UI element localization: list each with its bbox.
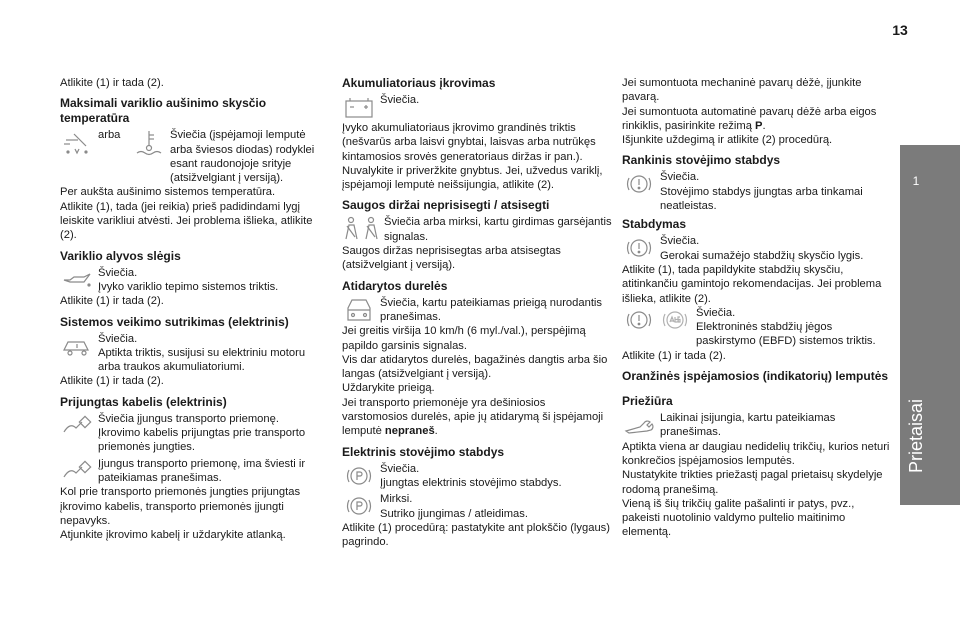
door-open-icon [342,296,376,324]
doors-row [342,296,612,325]
cable-row-2 [60,457,330,486]
seatbelt-row [342,215,612,244]
cable-action: Atjunkite įkrovimo kabelį ir uždarykite atlanką. [60,529,286,542]
brakes-action-2: Atlikite (1) ir tada (2). [622,349,726,362]
orange-heading: Oranžinės įspėjamosios (indikatorių) lemputės [622,369,889,384]
side-tab [900,145,960,505]
seatbelt-state: Šviečia arba mirksi, kartu girdimas garsėjantis signalas. [384,216,612,243]
engine-temp-row [60,128,330,185]
side-tab-number: 1 [912,174,920,188]
service-row [622,411,892,440]
column-1 [60,76,330,548]
epb-desc-1: Įjungtas elektrinis stovėjimo stabdys. [380,476,562,489]
service-state: Laikinai įsijungia, kartu pateikiamas pranešimas. [660,412,836,439]
seatbelt-desc: Saugos diržas neprisisegtas arba atsisegtas (atsižvelgiant į versiją). [342,245,561,272]
brake-icon [622,306,656,334]
epb-state-1: Šviečia. [380,462,420,475]
brakes-state-1: Šviečia. [660,235,700,248]
oil-pressure-icon [60,266,94,294]
service-line2: Nustatykite trikties priežastį pagal prietaisų skydelyje rodomą pranešimą. [622,469,883,496]
doors-line4-bold: nepraneš [384,425,435,438]
doors-state: Šviečia, kartu pateikiamas prieigą nurodantis pranešimas. [380,296,603,323]
coolant-temp-icon [60,128,94,156]
drive-system-heading: Sistemos veikimo sutrikimas (elektrinis) [60,314,289,329]
drive-system-row [60,332,330,375]
engine-temp-line3: Atlikite (1), tada (jei reikia) prieš padidindami lygį leiskite varikliui atvėsti. Jei problema išlieka, atlikite (2). [60,200,313,242]
epb-action: Atlikite (1) procedūrą: pastatykite ant plokščio (lygaus) pagrindo. [342,521,610,549]
drive-system-state: Šviečia. [98,332,138,345]
handbrake-state: Šviečia. [660,171,700,184]
seatbelt-heading: Saugos diržai neprisisegti / atsisegti [342,198,550,213]
abs-icon [658,306,692,334]
column-2 [342,76,612,555]
seatbelt-icon [342,215,360,243]
doors-line4 [342,396,612,439]
battery-heading: Akumuliatoriaus įkrovimas [342,76,496,90]
coolant-gauge-icon [132,128,166,156]
oil-pressure-action: Atlikite (1) ir tada (2). [60,295,164,308]
plug-icon [60,412,94,440]
gearbox-line2-text: Jei sumontuota automatinė pavarų dėžė arba eigos rinkiklis, pasirinkite režimą [622,105,877,132]
doors-heading: Atidarytos durelės [342,278,448,293]
epb-desc-2: Sutriko įjungimas / atleidimas. [380,507,528,520]
doors-desc: Jei greitis viršija 10 km/h (6 myl./val.), perspėjimą papildo garsinis signalas. [342,325,586,352]
brakes-row-1 [622,234,892,263]
battery-desc: Įvyko akumuliatoriaus įkrovimo grandinės triktis (nešvarūs arba laisvi gnybtai, laisvas arba nutrūkęs kintamosios srovės generatoriaus diržas ir pan.). [342,122,596,163]
brakes-desc-1: Gerokai sumažėjo stabdžių skysčio lygis. [660,249,864,262]
side-tab-label: Prietaisai [906,398,926,473]
oil-pressure-heading: Variklio alyvos slėgis [60,248,181,263]
parking-brake-icon [342,492,376,520]
cable-desc-1: Įkrovimo kabelis prijungtas prie transporto priemonės jungties. [98,427,306,454]
service-line3: Vieną iš šių trikčių galite pašalinti ir patys, pvz., pakeisti nuotolinio valdymo pultelio maitinimo elementą. [622,497,855,539]
gearbox-line3: Išjunkite uždegimą ir atlikite (2) procedūrą. [622,134,833,147]
gearbox-line2 [622,105,892,134]
oil-pressure-desc: Įvyko variklio tepimo sistemos triktis. [98,280,279,293]
brakes-desc-2: Elektroninės stabdžių jėgos paskirstymo (EBFD) sistemos triktis. [696,321,876,348]
epb-state-2: Mirksi. [380,493,413,506]
oil-pressure-state: Šviečia. [98,266,138,279]
epb-row-2 [342,492,612,521]
brakes-heading: Stabdymas [622,217,687,232]
brake-icon [622,234,656,262]
engine-temp-line2: Per aukšta aušinimo sistemos temperatūra. [60,186,276,199]
service-desc: Aptikta viena ar daugiau nedidelių trikčių, kurios neturi konkrečios įspėjamosios lemputės. [622,440,890,467]
gearbox-line2-bold: P [755,119,763,132]
intro-text: Atlikite (1) ir tada (2). [60,77,164,89]
epb-row-1 [342,462,612,491]
drive-system-action: Atlikite (1) ir tada (2). [60,375,164,388]
page-number: 13 [892,22,908,38]
column-3 [622,76,892,546]
doors-line4-end: . [434,425,438,438]
brakes-row-2 [622,306,892,349]
handbrake-desc: Stovėjimo stabdys įjungtas arba tinkamai neatleistas. [660,185,863,213]
handbrake-row [622,170,892,213]
drive-system-desc: Aptikta triktis, susijusi su elektriniu motoru arba traukos akumuliatoriumi. [98,346,306,374]
seatbelt-icon [362,215,380,243]
battery-icon [342,93,376,121]
parking-brake-icon [342,462,376,490]
doors-line4-text: Jei transporto priemonėje yra dešiniosios varstomosios durelės, apie jų atidarymą ši įspėjamoji lemputė [342,396,604,438]
doors-line3: Uždarykite prieigą. [342,382,435,395]
plug-icon [60,457,94,485]
oil-pressure-row [60,266,330,295]
cable-state-1: Šviečia įjungus transporto priemonę. [98,412,279,425]
battery-row [342,93,612,121]
brakes-action-1: Atlikite (1), tada papildykite stabdžių skysčiu, atitinkančiu gamintojo rekomendacijas. Jei problema išlieka, atlikite (2). [622,263,882,305]
or-label: arba [98,129,121,142]
cable-heading: Prijungtas kabelis (elektrinis) [60,394,227,409]
engine-temp-line1: Šviečia (įspėjamoji lemputė arba šviesos diodas) rodyklei esant raudonojoje srityje (atsižvelgiant į versiją). [170,129,315,185]
brakes-state-2: Šviečia. [696,306,736,319]
doors-line2: Vis dar atidarytos durelės, bagažinės dangtis arba šio langas (atsižvelgiant į versiją). [342,353,608,381]
handbrake-heading: Rankinis stovėjimo stabdys [622,153,781,168]
epb-heading: Elektrinis stovėjimo stabdys [342,444,505,459]
service-heading: Priežiūra [622,394,673,409]
gearbox-line1: Jei sumontuota mechaninė pavarų dėžė, įjunkite pavarą. [622,77,862,104]
wrench-icon [622,411,656,439]
engine-temp-heading: Maksimali variklio aušinimo skysčio temperatūra [60,96,267,126]
brake-icon [622,170,656,198]
cable-row-1 [60,412,330,455]
drive-system-icon [60,332,94,360]
cable-state-2: Įjungus transporto priemonę, ima šviesti ir pateikiamas pranešimas. [98,457,306,484]
gearbox-line2-end: . [762,119,766,132]
cable-desc-2: Kol prie transporto priemonės jungties prijungtas įkrovimo kabelis, transporto priemonės įjungti nepavyks. [60,486,301,527]
battery-state: Šviečia. [380,94,420,106]
battery-line2: Nuvalykite ir priveržkite gnybtus. Jei, užvedus variklį, įspėjamoji lemputė neišsijungia, atlikite (2). [342,164,603,192]
